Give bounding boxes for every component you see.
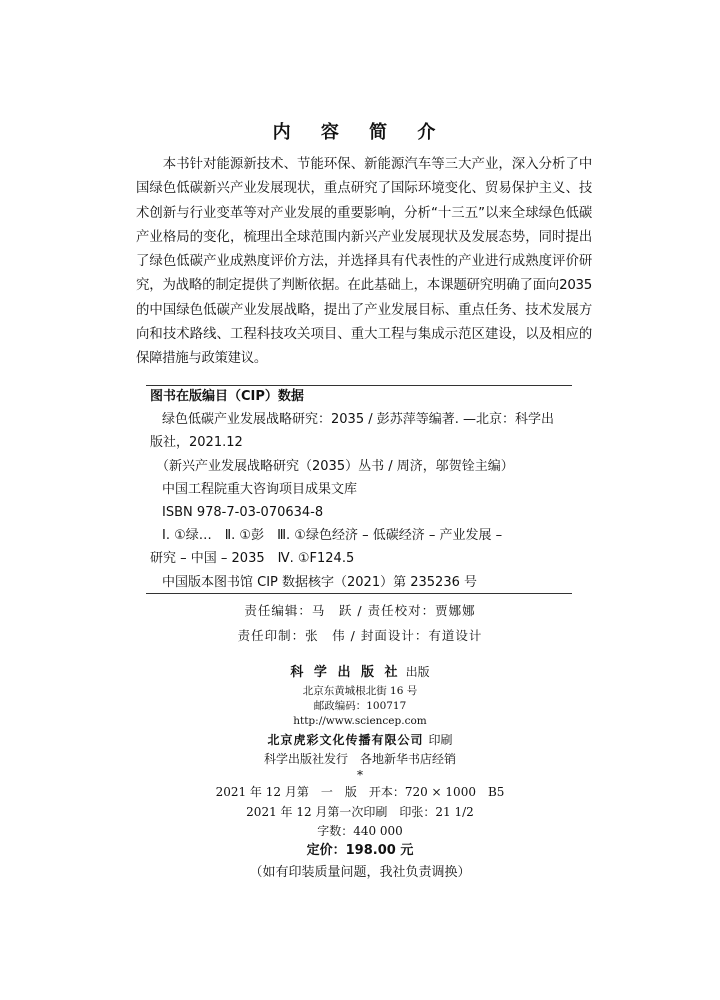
- cip-line: 中国版本图书馆 CIP 数据核字（2021）第 235236 号: [162, 574, 477, 590]
- word-count: 字数：440 000: [317, 824, 403, 838]
- edition-info: 2021 年 12 月第 一 版 开本：720 × 1000 B5: [215, 785, 505, 799]
- quality-note: （如有印装质量问题，我社负责调换）: [249, 865, 471, 880]
- cip-block: [150, 385, 580, 594]
- editors-line-1: 责任编辑：马 跃 / 责任校对：贾娜娜: [244, 603, 476, 618]
- printer-role: 印刷: [428, 733, 453, 747]
- cip-line: 绿色低碳产业发展战略研究：2035 / 彭苏萍等编著. —北京：科学出: [162, 412, 554, 428]
- printer-line: [0, 729, 720, 750]
- page-title: 内 容 简 介: [272, 122, 448, 143]
- editors-line-2: 责任印制：张 伟 / 封面设计：有道设计: [237, 628, 483, 643]
- cip-line: 中国工程院重大咨询项目成果文库: [162, 481, 358, 497]
- editors-credits: [0, 598, 720, 648]
- cip-line: （新兴产业发展战略研究（2035）丛书 / 周济，邬贺铨主编）: [156, 458, 514, 474]
- publisher-url: http://www.sciencep.com: [293, 715, 427, 727]
- cip-line: 研究 – 中国 – 2035 Ⅳ. ①F124.5: [150, 551, 355, 567]
- distribution: 科学出版社发行 各地新华书店经销: [263, 752, 456, 766]
- publisher-role: 出版: [405, 665, 430, 679]
- printer-name: 北京虎彩文化传播有限公司: [267, 733, 424, 747]
- price: 定价：198.00 元: [306, 843, 414, 858]
- cip-line: 版社，2021.12: [150, 435, 243, 451]
- publisher-address: 北京东黄城根北街 16 号: [302, 685, 418, 697]
- cip-line: Ⅰ. ①绿… Ⅱ. ①彭 Ⅲ. ①绿色经济 – 低碳经济 – 产业发展 –: [162, 528, 503, 544]
- cip-isbn: ISBN 978-7-03-070634-8: [162, 505, 324, 521]
- abstract-paragraph: 本书针对能源新技术、节能环保、新能源汽车等三大产业，深入分析了中国绿色低碳新兴产业发展现状，重点研究了国际环境变化、贸易保护主义、技术创新与行业变革等对产业发展的重要影响，分析“十三五”以来全球绿色低碳产业格局的变化，梳理出全球范围内新兴产业发展现状及发展态势，同时提出了绿色低碳产业成熟度评价方法，并选择具有代表性的产业进行成熟度评价研究，为战略的制定提供了判断依据。在此基础上，本课题研究明确了面向2035的中国绿色低碳产业发展战略，提出了产业发展目标、重点任务、技术发展方向和技术路线、工程科技攻关项目、重大工程与集成示范区建设，以及相应的保障措施与政策建议。: [136, 157, 592, 367]
- printing-info: 2021 年 12 月第一次印刷 印张：21 1/2: [246, 805, 474, 819]
- book-abstract: [136, 153, 592, 372]
- publisher-block: [0, 660, 720, 884]
- publisher-postcode: 邮政编码：100717: [313, 700, 407, 712]
- cip-bottom-divider: [146, 593, 572, 594]
- separator-star: *: [357, 768, 363, 782]
- publisher-name: 科 学 出 版 社: [290, 665, 401, 680]
- cip-heading: 图书在版编目（CIP）数据: [150, 389, 304, 404]
- publisher-line: [0, 660, 720, 684]
